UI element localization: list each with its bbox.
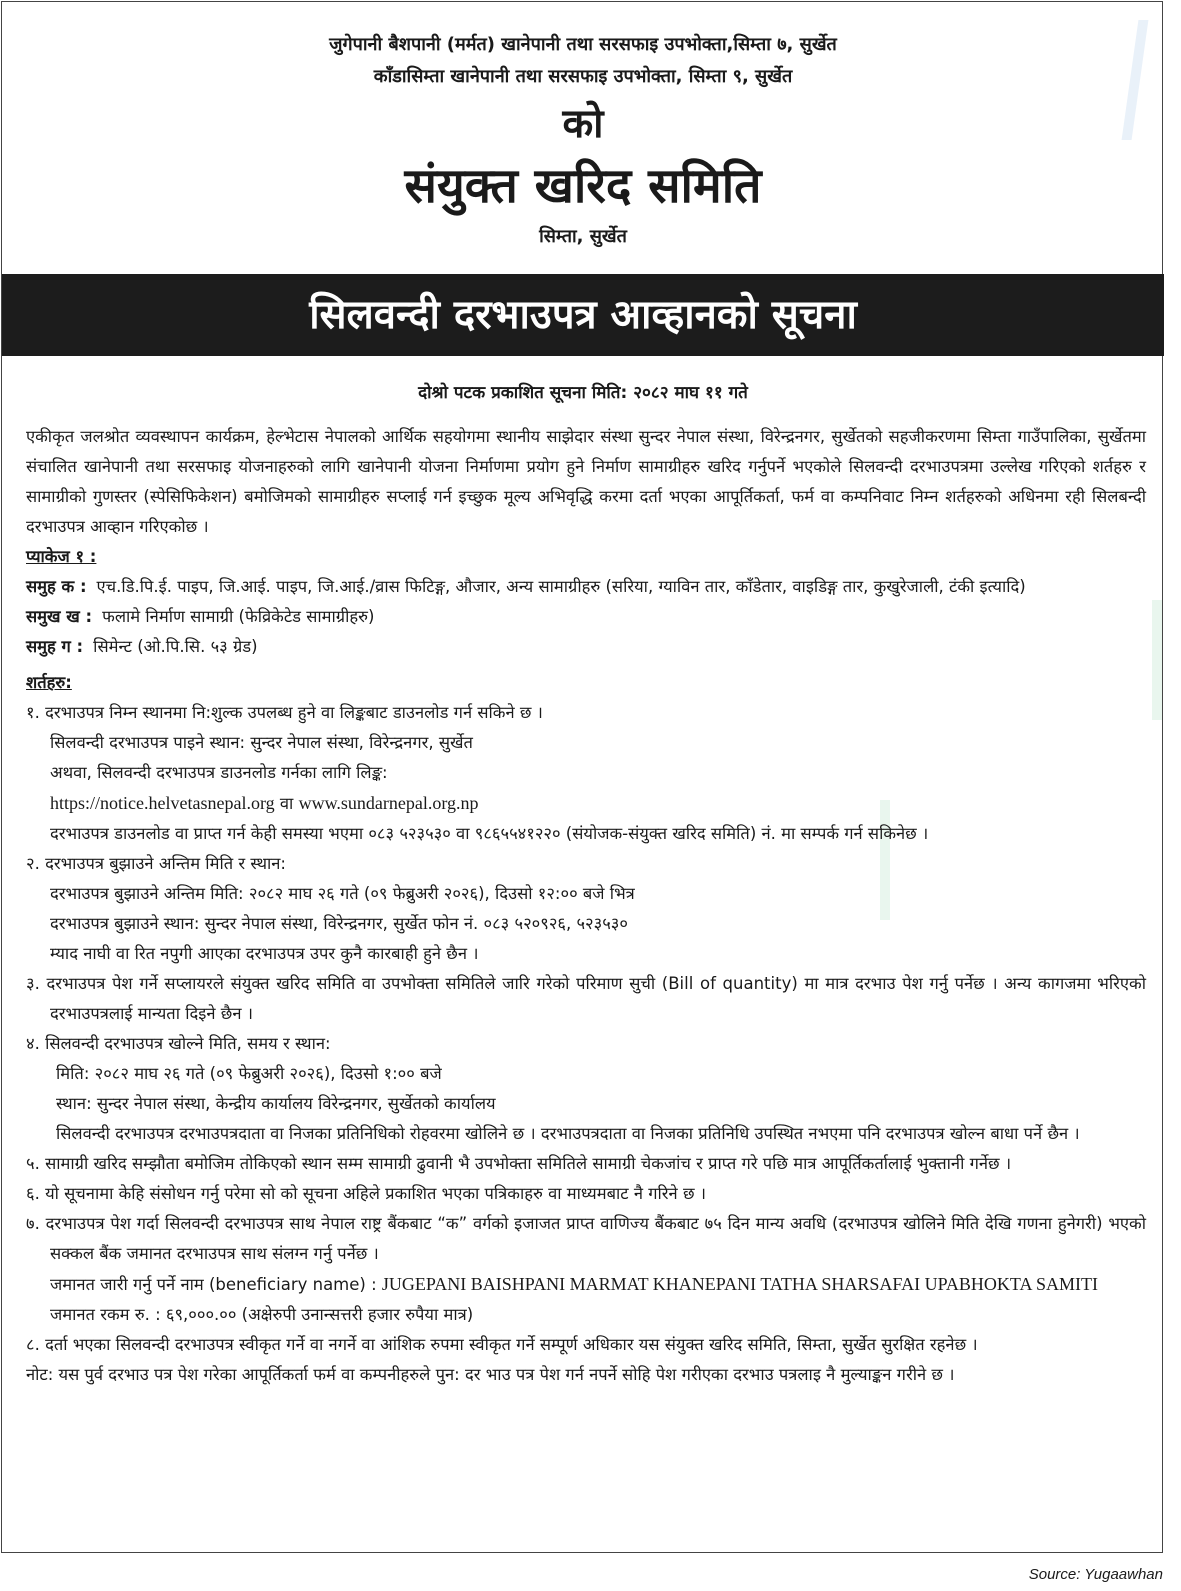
package-title: प्याकेज १ : xyxy=(26,547,97,566)
connector-ko: को xyxy=(562,101,604,147)
condition-7-amount: जमानत रकम रु. : ६९,०००.०० (अक्षेरुपी उनान्सत्तरी हजार रुपैया मात्र) xyxy=(50,1305,474,1324)
group-b xyxy=(26,602,1146,632)
condition-4-place: स्थान: सुन्दर नेपाल संस्था, केन्द्रीय कार्यालय विरेन्द्रनगर, सुर्खेतको कार्यालय xyxy=(56,1094,496,1113)
condition-7: ७. दरभाउपत्र पेश गर्दा सिलवन्दी दरभाउपत्र साथ नेपाल राष्ट्र बैंकबाट “क” वर्गको इजाजत प्राप्त वाणिज्य बैंकबाट ७५ दिन मान्य अवधि (दरभाउपत्र खोलिने मिति देखि गणना हुनेगरी) भएको सक्कल बैंक जमानत दरभाउपत्र साथ संलग्न गर्नु पर्नेछ । xyxy=(26,1214,1146,1263)
link-helvetas[interactable]: https://notice.helvetasnepal.org xyxy=(50,793,275,813)
condition-4-date: मिति: २०८२ माघ २६ गते (०९ फेब्रुअरी २०२६), दिउसो १:०० बजे xyxy=(56,1064,442,1083)
group-text: सिमेन्ट (ओ.पि.सि. ५३ ग्रेड) xyxy=(93,637,258,656)
group-label: समुह क : xyxy=(26,577,87,596)
notice-title: सिलवन्दी दरभाउपत्र आव्हानको सूचना xyxy=(2,274,1164,356)
condition-1-link-label: अथवा, सिलवन्दी दरभाउपत्र डाउनलोड गर्नका लागि लिङ्क: xyxy=(50,763,388,782)
condition-7-beneficiary xyxy=(26,1269,1146,1300)
conditions-title: शर्तहरु: xyxy=(26,673,72,692)
notice-body xyxy=(26,422,1146,1390)
condition-2: २. दरभाउपत्र बुझाउने अन्तिम मिति र स्थान: xyxy=(26,854,286,873)
condition-2-date: दरभाउपत्र बुझाउने अन्तिम मिति: २०८२ माघ २६ गते (०९ फेब्रुअरी २०२६), दिउसो १२:०० बजे भित्र xyxy=(50,884,635,903)
group-label: समुख ख : xyxy=(26,607,93,626)
link-sundarnepal[interactable]: www.sundarnepal.org.np xyxy=(298,793,479,813)
condition-8: ८. दर्ता भएका सिलवन्दी दरभाउपत्र स्वीकृत गर्ने वा नगर्ने वा आंशिक रुपमा स्वीकृत गर्ने सम्पूर्ण अधिकार यस संयुक्त खरिद समिति, सिम्ता, सुर्खेत सुरक्षित रहनेछ । xyxy=(26,1335,978,1354)
condition-1: १. दरभाउपत्र निम्न स्थानमा नि:शुल्क उपलब्ध हुने वा लिङ्कबाट डाउनलोड गर्न सकिने छ । xyxy=(26,703,543,722)
org-name-2: काँडासिम्ता खानेपानी तथा सरसफाइ उपभोक्ता, सिम्ता ९, सुर्खेत xyxy=(373,66,793,87)
condition-2-note: म्याद नाघी वा रित नपुगी आएका दरभाउपत्र उपर कुनै कारबाही हुने छैन । xyxy=(50,944,479,963)
beneficiary-name: JUGEPANI BAISHPANI MARMAT KHANEPANI TATHA SHARSAFAI UPABHOKTA SAMITI xyxy=(381,1274,1098,1294)
group-a xyxy=(26,572,1146,602)
group-text: फलामे निर्माण सामाग्री (फेव्रिकेटेड सामाग्रीहरु) xyxy=(102,607,375,626)
link-separator: वा xyxy=(279,794,294,813)
publish-date: दोश्रो पटक प्रकाशित सूचना मिति: २०८२ माघ ११ गते xyxy=(418,383,748,403)
condition-1-place: सिलवन्दी दरभाउपत्र पाइने स्थान: सुन्दर नेपाल संस्था, विरेन्द्रनगर, सुर्खेत xyxy=(50,733,473,752)
group-label: समुह ग : xyxy=(26,637,84,656)
condition-6: ६. यो सूचनामा केहि संसोधन गर्नु परेमा सो को सूचना अहिले प्रकाशित भएका पत्रिकाहरु वा माध्यमबाट नै गरिने छ । xyxy=(26,1184,707,1203)
condition-3: ३. दरभाउपत्र पेश गर्ने सप्लायरले संयुक्त खरिद समिति वा उपभोक्ता समितिले जारि गरेको परिमाण सुची (Bill of quantity) मा मात्र दरभाउ पेश गर्नु पर्नेछ । अन्य कागजमा भरिएको दरभाउपत्रलाई मान्यता दिइने छैन । xyxy=(26,974,1146,1023)
note: नोट: यस पुर्व दरभाउ पत्र पेश गरेका आपूर्तिकर्ता फर्म वा कम्पनीहरुले पुन: दर भाउ पत्र पेश गर्न नपर्ने सोहि पेश गरीएका दरभाउ पत्रलाइ नै मुल्याङ्कन गरीने छ । xyxy=(26,1365,955,1384)
group-c xyxy=(26,632,1146,662)
committee-location: सिम्ता, सुर्खेत xyxy=(539,226,627,247)
condition-4: ४. सिलवन्दी दरभाउपत्र खोल्ने मिति, समय र स्थान: xyxy=(26,1034,331,1053)
condition-2-place: दरभाउपत्र बुझाउने स्थान: सुन्दर नेपाल संस्था, विरेन्द्रनगर, सुर्खेत फोन नं. ०८३ ५२०९२६, ५२३५३० xyxy=(50,914,628,933)
condition-4-note: सिलवन्दी दरभाउपत्र दरभाउपत्रदाता वा निजका प्रतिनिधिको रोहवरमा खोलिने छ । दरभाउपत्रदाता वा निजका प्रतिनिधि उपस्थित नभएमा पनि दरभाउपत्र खोल्न बाधा पर्ने छैन । xyxy=(56,1124,1080,1143)
notice-frame xyxy=(1,1,1163,1553)
intro-paragraph: एकीकृत जलश्रोत व्यवस्थापन कार्यक्रम, हेल्भेटास नेपालको आर्थिक सहयोगमा स्थानीय साझेदार संस्था सुन्दर नेपाल संस्था, विरेन्द्रनगर, सुर्खेतको सहजीकरणमा सिम्ता गाउँपालिका, सुर्खेतमा संचालित खानेपानी तथा सरसफाइ योजनाहरुको लागि खानेपानी योजना निर्माणमा प्रयोग हुने निर्माण सामाग्रीहरु खरिद गर्नुपर्ने भएकोले सिलवन्दी दरभाउपत्रमा उल्लेख गरिएको शर्तहरु र सामाग्रीको गुणस्तर (स्पेसिफिकेशन) बमोजिमको सामाग्रीहरु सप्लाई गर्न इच्छुक मूल्य अभिवृद्धि करमा दर्ता भएका आपूर्तिकर्ता, फर्म वा कम्पनिवाट निम्न शर्तहरुको अधिनमा रही सिलबन्दी दरभाउपत्र आव्हान गरिएकोछ । xyxy=(26,427,1146,536)
org-name-1: जुगेपानी बैशपानी (मर्मत) खानेपानी तथा सरसफाइ उपभोक्ता,सिम्ता ७, सुर्खेत xyxy=(329,34,837,55)
group-text: एच.डि.पि.ई. पाइप, जि.आई. पाइप, जि.आई./व्रास फिटिङ्ग, औजार, अन्य सामाग्रीहरु (सरिया, ग्याविन तार, काँडेतार, वाइडिङ्ग तार, कुखुरेजाली, टंकी इत्यादि) xyxy=(96,577,1026,596)
condition-5: ५. सामाग्री खरिद सम्झौता बमोजिम तोकिएको स्थान सम्म सामाग्री ढुवानी भै उपभोक्ता समितिले सामाग्री चेकजांच र प्राप्त गरे पछि मात्र आपूर्तिकर्तालाई भुक्तानी गर्नेछ । xyxy=(26,1154,1012,1173)
condition-1-links xyxy=(26,788,1146,819)
source-credit: Source: Yugaawhan xyxy=(1028,1566,1163,1583)
committee-name: संयुक्त खरिद समिति xyxy=(404,158,762,214)
beneficiary-label: जमानत जारी गर्नु पर्ने नाम (beneficiary name) : xyxy=(50,1275,377,1294)
condition-1-contact: दरभाउपत्र डाउनलोड वा प्राप्त गर्न केही समस्या भएमा ०८३ ५२३५३० वा ९८६५५४१२२० (संयोजक-संयुक्त खरिद समिति) नं. मा सम्पर्क गर्न सकिनेछ । xyxy=(50,824,929,843)
